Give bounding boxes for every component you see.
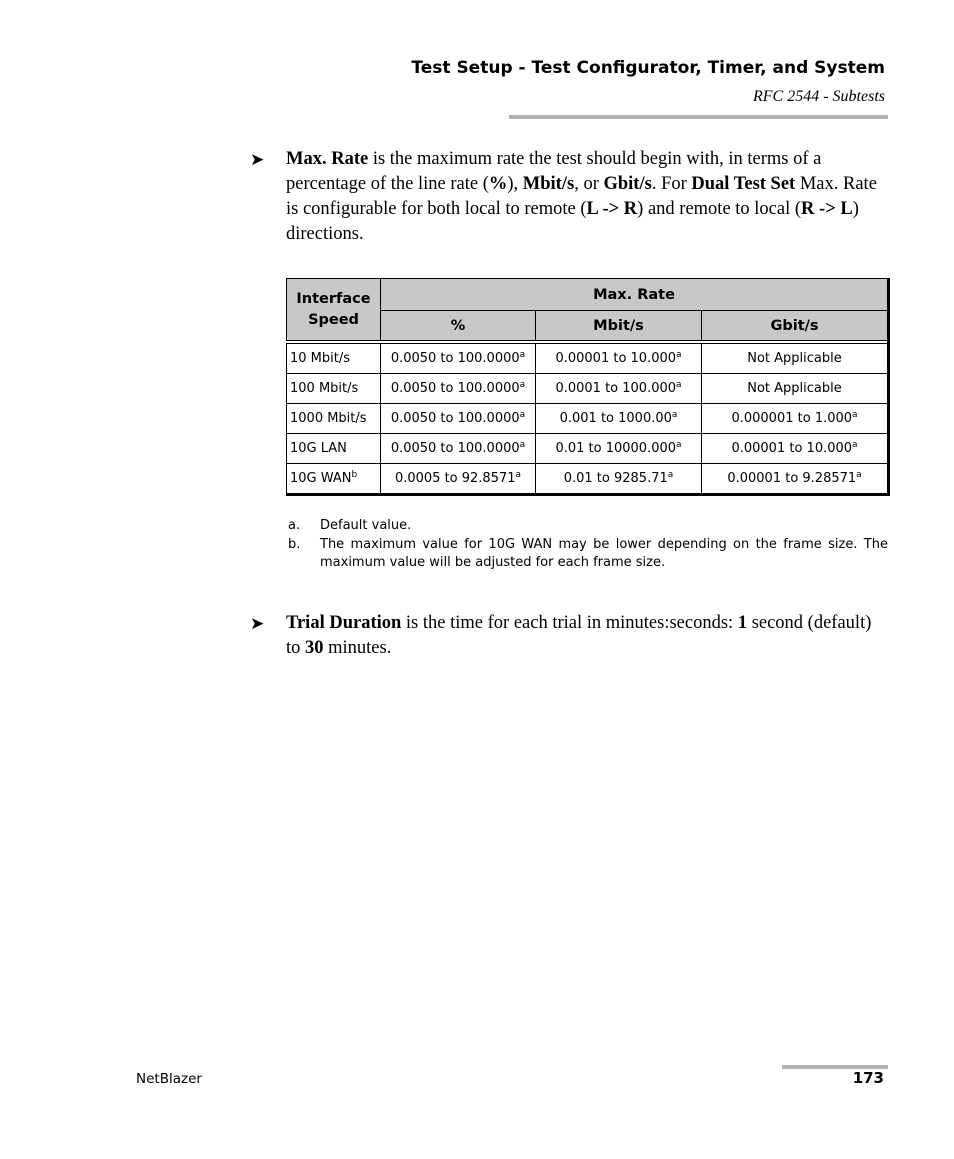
text: ), [507,174,523,194]
footnote-ref: a [671,410,678,420]
footnote-ref: a [519,410,526,420]
footnote-ref: b [351,470,358,480]
header-mbit: Mbit/s [536,311,702,341]
text: ) directions. [286,199,859,244]
footnote-ref: a [852,410,858,420]
table-row [287,404,889,434]
text: minutes. [323,638,392,658]
cell-percent: 0.0050 to 100.0000 [390,441,520,456]
cell-mbit: 0.01 to 10000.000 [555,441,677,456]
table-row [287,344,889,374]
text: is the time for each trial in minutes:seconds: [401,613,738,633]
term-dual-test-set: Dual Test Set [691,174,796,194]
term-percent: % [488,174,508,194]
header-percent: % [381,311,536,341]
term-l-to-r: L -> R [586,199,638,219]
cell-gbit: 0.00001 to 10.000 [731,441,853,456]
cell-mbit: 0.0001 to 100.000 [555,381,677,396]
footnote-ref: a [519,440,526,450]
cell-gbit: Not Applicable [747,381,842,396]
table-row [287,374,889,404]
footnote-label: a. [288,518,301,533]
footnote-label: b. [288,537,301,552]
cell-speed: 10G LAN [290,441,347,456]
text: ) and remote to local ( [637,199,802,219]
term-max-rate: Max. Rate [286,149,369,169]
footnote-ref: a [676,380,682,390]
cell-percent: 0.0050 to 100.0000 [390,381,520,396]
text: , or [574,174,604,194]
text: Max. Rate is configurable for both local to remote ( [286,174,877,219]
page-header-subtitle: RFC 2544 - Subtests [753,88,885,105]
footer-product: NetBlazer [136,1071,202,1087]
footnote-ref: a [676,350,682,360]
term-gbit: Gbit/s [603,174,652,194]
footnote-ref: a [856,470,862,480]
header-max-rate: Max. Rate [381,279,889,311]
page-number: 173 [852,1069,884,1087]
cell-mbit: 0.01 to 9285.71 [563,471,668,486]
footnote-ref: a [519,350,526,360]
table-row [287,434,889,464]
footnote-text: The maximum value for 10G WAN may be lower depending on the frame size. The maximum value will be adjusted for each frame size. [320,537,888,570]
footnote-text: Default value. [320,518,412,533]
term-mbit: Mbit/s [522,174,575,194]
text: is the maximum rate the test should begin with, in terms of a percentage of the line rate ( [286,149,822,194]
table-row [287,464,889,495]
max-rate-table [286,278,890,496]
cell-percent: 0.0005 to 92.8571 [394,471,516,486]
term-r-to-l: R -> L [801,199,853,219]
header-interface-line1: Interface [296,290,371,307]
header-gbit: Gbit/s [702,311,889,341]
cell-gbit: 0.000001 to 1.000 [731,411,853,426]
footnote-ref: a [667,470,674,480]
footnote-ref: a [676,440,682,450]
cell-speed: 1000 Mbit/s [290,411,367,426]
cell-speed: 100 Mbit/s [290,381,359,396]
cell-mbit: 0.00001 to 10.000 [555,351,677,366]
footnote-ref: a [852,440,858,450]
cell-gbit: Not Applicable [747,351,842,366]
footnote-a [288,517,888,535]
footnote-b [288,536,888,572]
term-trial-duration: Trial Duration [286,613,402,633]
bullet-trial-duration [250,611,886,661]
term-one: 1 [737,613,748,633]
page-header-title: Test Setup - Test Configurator, Timer, and System [411,58,885,78]
header-interface-line2: Speed [308,311,359,328]
bullet-arrow-icon: ➤ [250,614,265,633]
footnote-ref: a [519,380,526,390]
header-interface-speed [287,279,381,341]
cell-speed: 10 Mbit/s [290,351,351,366]
header-rule [509,115,888,119]
footnote-ref: a [515,470,522,480]
bullet-max-rate [250,147,886,247]
cell-mbit: 0.001 to 1000.00 [559,411,672,426]
cell-percent: 0.0050 to 100.0000 [390,411,520,426]
cell-speed: 10G WAN [290,471,352,486]
text: second (default) to [286,613,872,658]
term-thirty: 30 [305,638,324,658]
text: . For [651,174,692,194]
bullet-arrow-icon: ➤ [250,150,265,169]
cell-gbit: 0.00001 to 9.28571 [727,471,857,486]
cell-percent: 0.0050 to 100.0000 [390,351,520,366]
